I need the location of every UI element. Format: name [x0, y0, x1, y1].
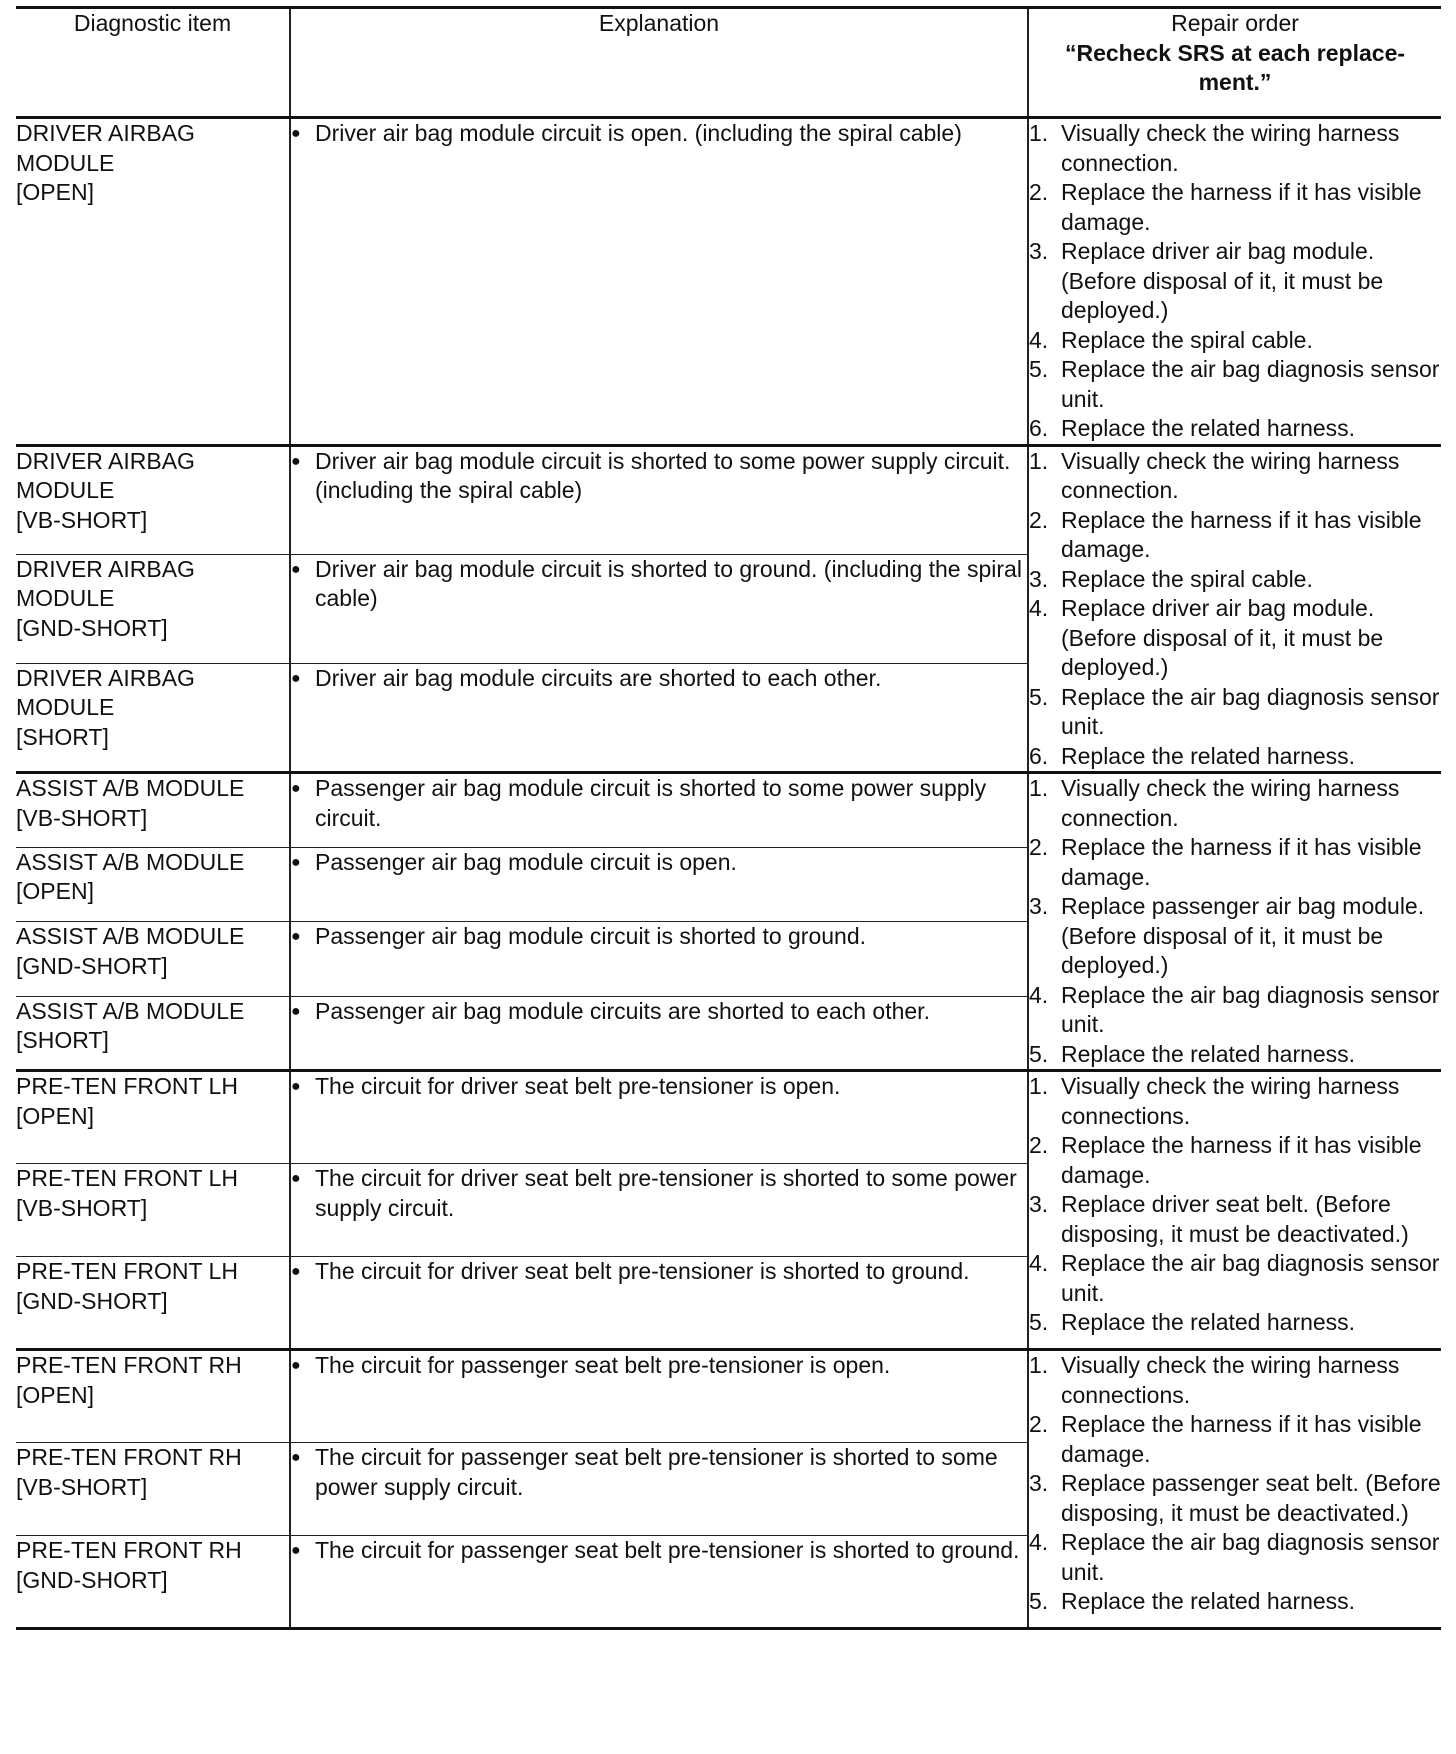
- explanation-bullet: [291, 774, 1027, 833]
- table-row: [16, 118, 1441, 446]
- repair-step: [1029, 1131, 1441, 1190]
- bullet-icon: ●: [291, 1078, 301, 1095]
- bullet-icon: ●: [291, 125, 301, 142]
- bullet-icon: ●: [291, 780, 301, 797]
- repair-step: [1029, 1072, 1441, 1131]
- explanation-bullet: [291, 1351, 1027, 1381]
- diagnostic-item-cell: [16, 554, 290, 663]
- header-repair-order-label: Repair order: [1171, 10, 1299, 36]
- table-row: [16, 1071, 1441, 1164]
- explanation-cell: [290, 118, 1028, 446]
- bullet-icon: ●: [291, 1449, 301, 1466]
- diagnostic-item-line: [OPEN]: [16, 1381, 94, 1408]
- diagnostic-item-cell: [16, 1164, 290, 1257]
- explanation-bullet: [291, 447, 1027, 506]
- explanation-text: The circuit for driver seat belt pre-tensioner is shorted to some power supply circuit.: [315, 1165, 1017, 1221]
- diagnostic-item-line: PRE-TEN FRONT RH: [16, 1537, 242, 1563]
- repair-steps-list: [1029, 447, 1441, 772]
- explanation-text: Passenger air bag module circuits are shorted to each other.: [315, 997, 930, 1024]
- header-diagnostic-item: Diagnostic item: [16, 8, 290, 118]
- diagnostic-item-cell: [16, 118, 290, 446]
- diagnostic-item-cell: [16, 1350, 290, 1443]
- table-row: [16, 1350, 1441, 1443]
- repair-step-number: 4.: [1029, 326, 1049, 353]
- explanation-cell: [290, 996, 1028, 1071]
- explanation-text: The circuit for passenger seat belt pre-tensioner is shorted to some power supply circuit.: [315, 1444, 998, 1500]
- repair-step-text: Replace the related harness.: [1061, 415, 1356, 441]
- diagnostic-item-cell: [16, 1536, 290, 1629]
- repair-step-number: 2.: [1029, 834, 1049, 860]
- repair-step-text: Replace the air bag diagnosis sensor unit.: [1061, 1250, 1440, 1306]
- repair-step-number: 1.: [1029, 775, 1049, 801]
- repair-step-number: 2.: [1029, 1411, 1049, 1437]
- explanation-text: The circuit for passenger seat belt pre-tensioner is open.: [315, 1352, 891, 1378]
- repair-step-text: Replace the harness if it has visible damage.: [1061, 834, 1422, 890]
- header-explanation: Explanation: [290, 8, 1028, 118]
- repair-step-number: 1.: [1029, 1073, 1049, 1099]
- bullet-icon: ●: [291, 928, 301, 945]
- repair-step: [1029, 447, 1441, 506]
- repair-step: [1029, 1249, 1441, 1308]
- repair-step-number: 5.: [1029, 1040, 1049, 1067]
- diagnostic-item-line: [VB-SHORT]: [16, 804, 148, 831]
- diagnostic-item-line: ASSIST A/B MODULE: [16, 923, 245, 949]
- diagnostic-item-cell: [16, 996, 290, 1071]
- repair-order-cell: [1028, 445, 1441, 773]
- repair-steps-list: [1029, 1351, 1441, 1617]
- diagnostic-item-line: [SHORT]: [16, 1027, 109, 1053]
- diagnostic-item-line: ASSIST A/B MODULE: [16, 848, 245, 875]
- diagnostic-item-line: [VB-SHORT]: [16, 1473, 148, 1500]
- explanation-text: Driver air bag module circuit is open. (including the spiral cable): [315, 120, 962, 146]
- repair-step-text: Replace the spiral cable.: [1061, 565, 1313, 592]
- explanation-bullet: [291, 997, 1027, 1027]
- explanation-bullet: [291, 555, 1027, 614]
- diagnostic-item-cell: [16, 1257, 290, 1350]
- repair-step-number: 5.: [1029, 683, 1049, 710]
- explanation-bullet: [291, 922, 1027, 952]
- repair-step: [1029, 594, 1441, 683]
- repair-step: [1029, 683, 1441, 742]
- explanation-cell: [290, 1164, 1028, 1257]
- bullet-icon: ●: [291, 1357, 301, 1374]
- repair-step-text: Replace the harness if it has visible damage.: [1061, 1132, 1422, 1188]
- repair-order-cell: [1028, 1350, 1441, 1629]
- repair-steps-list: [1029, 1072, 1441, 1338]
- repair-step: [1029, 774, 1441, 833]
- bullet-icon: ●: [291, 452, 301, 470]
- repair-step-text: Replace passenger air bag module. (Before disposal of it, it must be deployed.): [1061, 893, 1425, 978]
- repair-step-text: Replace driver seat belt. (Before disposing, it must be deactivated.): [1061, 1191, 1409, 1247]
- repair-step-number: 4.: [1029, 1529, 1049, 1555]
- table-row: [16, 773, 1441, 848]
- repair-step-number: 1.: [1029, 120, 1049, 146]
- repair-step-text: Replace the related harness.: [1061, 742, 1356, 769]
- explanation-cell: [290, 1071, 1028, 1164]
- repair-step: [1029, 1351, 1441, 1410]
- repair-step: [1029, 237, 1441, 326]
- repair-steps-list: [1029, 774, 1441, 1069]
- repair-step: [1029, 414, 1441, 444]
- repair-step-number: 2.: [1029, 1132, 1049, 1158]
- diagnostic-item-line: DRIVER AIRBAG: [16, 120, 195, 146]
- repair-step-number: 5.: [1029, 1588, 1049, 1614]
- repair-step-text: Replace driver air bag module. (Before disposal of it, it must be deployed.): [1061, 238, 1384, 323]
- diagnostic-item-line: [OPEN]: [16, 1102, 94, 1129]
- repair-step-number: 4.: [1029, 595, 1049, 621]
- bullet-icon: ●: [291, 1170, 301, 1187]
- repair-order-cell: [1028, 118, 1441, 446]
- explanation-cell: [290, 1443, 1028, 1536]
- repair-step-text: Replace the spiral cable.: [1061, 326, 1313, 353]
- repair-step-number: 1.: [1029, 447, 1049, 474]
- explanation-cell: [290, 922, 1028, 997]
- explanation-bullet: [291, 1536, 1027, 1566]
- header-repair-note: “Recheck SRS at each replace-ment.”: [1064, 39, 1406, 95]
- repair-step-number: 3.: [1029, 893, 1049, 919]
- diagnostic-item-line: PRE-TEN FRONT LH: [16, 1165, 238, 1191]
- repair-step-text: Visually check the wiring harness connection.: [1061, 447, 1400, 503]
- repair-step: [1029, 1469, 1441, 1528]
- diagnostic-item-line: [OPEN]: [16, 878, 94, 904]
- repair-step: [1029, 1308, 1441, 1338]
- diagnostic-table-container: [16, 6, 1441, 1630]
- repair-step-number: 2.: [1029, 506, 1049, 533]
- repair-step-text: Replace the air bag diagnosis sensor unit.: [1061, 1529, 1440, 1585]
- repair-step: [1029, 565, 1441, 595]
- diagnostic-item-line: DRIVER AIRBAG: [16, 447, 195, 474]
- diagnostic-item-line: [VB-SHORT]: [16, 506, 148, 533]
- diagnostic-item-line: [GND-SHORT]: [16, 614, 168, 641]
- repair-step-number: 3.: [1029, 1191, 1049, 1217]
- repair-order-cell: [1028, 1071, 1441, 1350]
- explanation-cell: [290, 1536, 1028, 1629]
- explanation-cell: [290, 554, 1028, 663]
- repair-step-number: 6.: [1029, 415, 1049, 441]
- bullet-icon: ●: [291, 560, 301, 578]
- repair-step-text: Replace the air bag diagnosis sensor unit.: [1061, 683, 1440, 739]
- diagnostic-item-line: PRE-TEN FRONT LH: [16, 1258, 238, 1284]
- repair-step-text: Visually check the wiring harness connection.: [1061, 120, 1400, 176]
- explanation-cell: [290, 445, 1028, 554]
- repair-step: [1029, 1528, 1441, 1587]
- explanation-text: The circuit for passenger seat belt pre-tensioner is shorted to ground.: [315, 1537, 1020, 1563]
- diagnostic-item-line: [VB-SHORT]: [16, 1194, 148, 1221]
- diagnostic-item-cell: [16, 663, 290, 772]
- repair-step: [1029, 833, 1441, 892]
- diagnostic-item-line: [GND-SHORT]: [16, 1287, 168, 1314]
- explanation-text: Driver air bag module circuit is shorted to ground. (including the spiral cable): [315, 555, 1022, 612]
- bullet-icon: ●: [291, 1263, 301, 1280]
- table-row: [16, 445, 1441, 554]
- repair-step-number: 1.: [1029, 1352, 1049, 1378]
- diagnostic-item-line: MODULE: [16, 477, 115, 503]
- repair-step-text: Visually check the wiring harness connections.: [1061, 1352, 1400, 1408]
- diagnostic-item-cell: [16, 773, 290, 848]
- repair-step: [1029, 355, 1441, 414]
- explanation-cell: [290, 773, 1028, 848]
- explanation-text: The circuit for driver seat belt pre-tensioner is shorted to ground.: [315, 1258, 970, 1284]
- repair-step-number: 4.: [1029, 981, 1049, 1008]
- diagnostic-item-line: MODULE: [16, 694, 115, 721]
- diagnostic-table: [16, 6, 1441, 1630]
- repair-order-cell: [1028, 773, 1441, 1071]
- diagnostic-item-line: [GND-SHORT]: [16, 1566, 168, 1593]
- diagnostic-item-line: [OPEN]: [16, 179, 94, 205]
- repair-step: [1029, 742, 1441, 772]
- repair-step-text: Replace passenger seat belt. (Before disposing, it must be deactivated.): [1061, 1470, 1441, 1526]
- diagnostic-item-line: PRE-TEN FRONT LH: [16, 1073, 238, 1099]
- explanation-bullet: [291, 1072, 1027, 1102]
- repair-step-number: 3.: [1029, 238, 1049, 264]
- explanation-bullet: [291, 664, 1027, 694]
- diagnostic-item-line: ASSIST A/B MODULE: [16, 775, 245, 801]
- diagnostic-item-line: MODULE: [16, 585, 115, 612]
- diagnostic-item-line: MODULE: [16, 149, 115, 176]
- diagnostic-item-line: PRE-TEN FRONT RH: [16, 1444, 242, 1470]
- repair-step: [1029, 1040, 1441, 1070]
- explanation-text: Passenger air bag module circuit is shorted to ground.: [315, 923, 867, 949]
- repair-step-text: Replace the related harness.: [1061, 1309, 1356, 1335]
- diagnostic-item-line: PRE-TEN FRONT RH: [16, 1352, 242, 1378]
- bullet-icon: ●: [291, 1002, 301, 1020]
- table-body: [16, 118, 1441, 1629]
- explanation-cell: [290, 1350, 1028, 1443]
- bullet-icon: ●: [291, 853, 301, 871]
- explanation-bullet: [291, 1257, 1027, 1287]
- diagnostic-item-cell: [16, 922, 290, 997]
- table-header-row: [16, 8, 1441, 118]
- repair-step-text: Replace the air bag diagnosis sensor unit.: [1061, 981, 1440, 1037]
- diagnostic-item-line: DRIVER AIRBAG: [16, 555, 195, 582]
- repair-step-text: Replace the related harness.: [1061, 1040, 1356, 1067]
- explanation-cell: [290, 663, 1028, 772]
- diagnostic-item-line: [SHORT]: [16, 723, 109, 750]
- repair-step: [1029, 1587, 1441, 1617]
- repair-steps-list: [1029, 119, 1441, 444]
- diagnostic-item-cell: [16, 1071, 290, 1164]
- explanation-text: The circuit for driver seat belt pre-tensioner is open.: [315, 1073, 841, 1099]
- explanation-cell: [290, 847, 1028, 922]
- repair-step: [1029, 178, 1441, 237]
- repair-step-text: Visually check the wiring harness connection.: [1061, 775, 1400, 831]
- repair-step-text: Visually check the wiring harness connections.: [1061, 1073, 1400, 1129]
- repair-step: [1029, 892, 1441, 981]
- repair-step: [1029, 1190, 1441, 1249]
- diagnostic-item-line: DRIVER AIRBAG: [16, 664, 195, 691]
- explanation-bullet: [291, 119, 1027, 149]
- bullet-icon: ●: [291, 1542, 301, 1559]
- explanation-text: Passenger air bag module circuit is shorted to some power supply circuit.: [315, 775, 987, 831]
- repair-step-number: 3.: [1029, 565, 1049, 592]
- explanation-bullet: [291, 1443, 1027, 1502]
- repair-step: [1029, 119, 1441, 178]
- explanation-text: Driver air bag module circuits are shorted to each other.: [315, 664, 882, 691]
- repair-step: [1029, 1410, 1441, 1469]
- repair-step-number: 4.: [1029, 1250, 1049, 1276]
- repair-step: [1029, 506, 1441, 565]
- header-repair-order: [1028, 8, 1441, 118]
- repair-step-text: Replace driver air bag module. (Before disposal of it, it must be deployed.): [1061, 595, 1384, 680]
- explanation-text: Driver air bag module circuit is shorted to some power supply circuit. (including the spiral cable): [315, 447, 1011, 503]
- repair-step-number: 3.: [1029, 1470, 1049, 1496]
- explanation-text: Passenger air bag module circuit is open.: [315, 848, 737, 875]
- explanation-bullet: [291, 848, 1027, 878]
- repair-step-number: 5.: [1029, 356, 1049, 382]
- diagnostic-item-cell: [16, 1443, 290, 1536]
- explanation-cell: [290, 1257, 1028, 1350]
- diagnostic-item-cell: [16, 847, 290, 922]
- repair-step-text: Replace the related harness.: [1061, 1588, 1356, 1614]
- explanation-bullet: [291, 1164, 1027, 1223]
- repair-step-text: Replace the harness if it has visible damage.: [1061, 179, 1422, 235]
- repair-step-text: Replace the harness if it has visible damage.: [1061, 506, 1422, 562]
- repair-step-number: 2.: [1029, 179, 1049, 205]
- diagnostic-item-line: [GND-SHORT]: [16, 952, 168, 979]
- repair-step: [1029, 326, 1441, 356]
- repair-step: [1029, 981, 1441, 1040]
- repair-step-text: Replace the harness if it has visible damage.: [1061, 1411, 1422, 1467]
- repair-step-text: Replace the air bag diagnosis sensor unit.: [1061, 356, 1440, 412]
- diagnostic-item-cell: [16, 445, 290, 554]
- bullet-icon: ●: [291, 669, 301, 687]
- diagnostic-item-line: ASSIST A/B MODULE: [16, 997, 245, 1024]
- repair-step-number: 6.: [1029, 742, 1049, 769]
- repair-step-number: 5.: [1029, 1309, 1049, 1335]
